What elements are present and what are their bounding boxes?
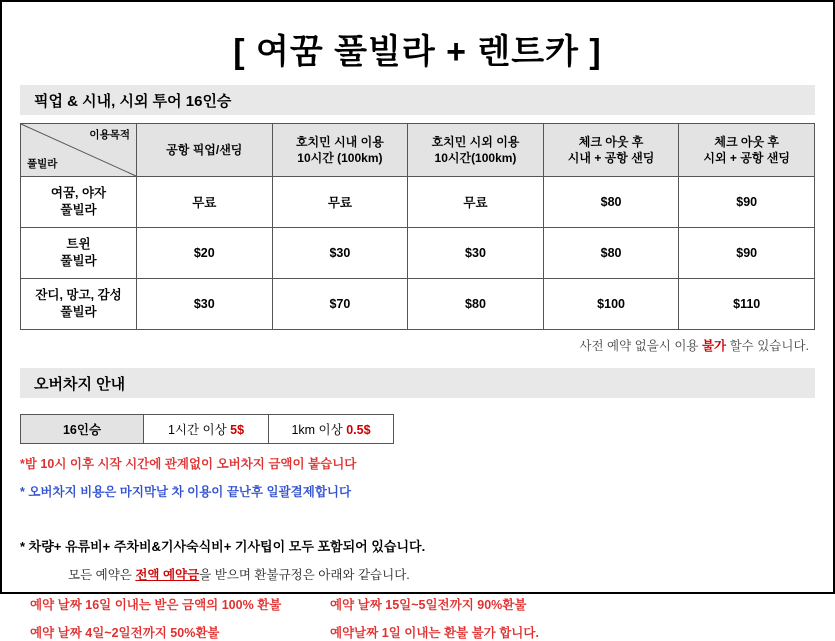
table-row <box>21 279 815 330</box>
cell-yeokkum-suburb: 무료 <box>408 177 544 228</box>
overcharge-km-price: 0.5$ <box>346 423 371 437</box>
section-header-overcharge <box>20 368 815 398</box>
col-header-checkout-city-line2: 시내 + 공항 샌딩 <box>567 151 655 165</box>
overcharge-vehicle-label: 16인승 <box>21 415 144 444</box>
overcharge-hour-price: 5$ <box>230 423 245 437</box>
row-label-twin-line1: 트윈 <box>66 236 91 251</box>
table-corner-cell <box>21 124 137 177</box>
reservation-note-post: 할수 있습니다. <box>726 339 809 353</box>
page-title: [ 여꿈 풀빌라 + 렌트카 ] <box>233 33 602 71</box>
price-table-head <box>21 124 815 177</box>
cell-jandi-checkout-suburb: $110 <box>679 279 815 330</box>
table-row <box>21 177 815 228</box>
reservation-note-pre: 사전 예약 없을시 이용 <box>579 339 702 353</box>
prepayment-note-pre: 모든 예약은 <box>68 568 136 582</box>
price-table-wrap <box>20 123 815 330</box>
cell-yeokkum-checkout-suburb: $90 <box>679 177 815 228</box>
refund-policy-item: 예약 날짜 4일~2일전까지 50%환불 <box>30 626 220 640</box>
prepayment-note-emphasis: 전액 예약금 <box>135 568 200 582</box>
row-label-jandi-line2: 풀빌라 <box>60 305 97 319</box>
row-label-twin-line2: 풀빌라 <box>60 254 97 268</box>
price-table <box>20 123 815 330</box>
overcharge-km-text: 1km 이상 <box>291 423 347 437</box>
overcharge-km-cell <box>269 415 394 444</box>
row-label-jandi <box>21 279 137 330</box>
refund-policy-item: 예약 날짜 15일~5일전까지 90%환불 <box>330 598 527 612</box>
refund-policy-grid <box>30 595 815 641</box>
refund-policy-item: 예약 날짜 16일 이내는 받은 금액의 100% 환불 <box>30 598 282 612</box>
cell-jandi-airport: $30 <box>137 279 273 330</box>
col-header-checkout-suburb-line1: 체크 아웃 후 <box>714 134 779 149</box>
overcharge-hour-text: 1시간 이상 <box>167 423 231 437</box>
corner-bottom-label: 풀빌라 <box>27 157 58 170</box>
inclusion-note: * 차량+ 유류비+ 주차비&기사숙식비+ 기사팁이 모두 포함되어 있습니다. <box>20 539 426 554</box>
cell-twin-suburb: $30 <box>408 228 544 279</box>
overcharge-table <box>20 414 394 444</box>
footer-section <box>2 536 833 641</box>
section-header-pickup <box>20 85 815 115</box>
overcharge-payment-note: * 오버차지 비용은 마지막날 차 이용이 끝난후 일괄결제합니다 <box>20 485 352 499</box>
overcharge-hour-cell <box>144 415 269 444</box>
col-header-airport <box>137 124 273 177</box>
cell-twin-checkout-city: $80 <box>543 228 679 279</box>
prepayment-note-post: 을 받으며 환불규정은 아래와 같습니다. <box>199 568 410 582</box>
row-label-jandi-line1: 잔디, 망고, 감성 <box>35 287 122 302</box>
table-row <box>21 415 394 444</box>
cell-jandi-city: $70 <box>272 279 408 330</box>
overcharge-table-body <box>21 415 394 444</box>
table-row <box>21 228 815 279</box>
col-header-suburb <box>408 124 544 177</box>
cell-yeokkum-city: 무료 <box>272 177 408 228</box>
cell-twin-airport: $20 <box>137 228 273 279</box>
section-header-pickup-label: 픽업 & 시내, 시외 투어 16인승 <box>34 92 232 110</box>
cell-yeokkum-checkout-city: $80 <box>543 177 679 228</box>
col-header-checkout-city-line1: 체크 아웃 후 <box>578 134 644 149</box>
cell-yeokkum-airport: 무료 <box>137 177 273 228</box>
row-label-yeokkum-line2: 풀빌라 <box>60 203 97 217</box>
row-label-twin <box>21 228 137 279</box>
section-header-overcharge-label: 오버차지 안내 <box>34 375 126 393</box>
col-header-city <box>272 124 408 177</box>
price-table-body <box>21 177 815 330</box>
col-header-suburb-line1: 호치민 시외 이용 <box>431 134 520 149</box>
col-header-checkout-city <box>543 124 679 177</box>
corner-top-label: 이용목적 <box>89 129 130 141</box>
row-label-yeokkum-line1: 여꿈, 야자 <box>50 185 107 200</box>
table-header-row <box>21 124 815 177</box>
cell-jandi-checkout-city: $100 <box>543 279 679 330</box>
row-label-yeokkum <box>21 177 137 228</box>
col-header-suburb-line2: 10시간(100km) <box>434 151 517 165</box>
cell-twin-checkout-suburb: $90 <box>679 228 815 279</box>
col-header-checkout-suburb <box>679 124 815 177</box>
col-header-checkout-suburb-line2: 시외 + 공항 샌딩 <box>703 151 790 165</box>
cell-jandi-suburb: $80 <box>408 279 544 330</box>
col-header-city-line2: 10시간 (100km) <box>297 151 383 165</box>
col-header-airport-line1: 공항 픽업/샌딩 <box>166 142 243 157</box>
reservation-note-highlight: 불가 <box>701 339 727 353</box>
refund-policy-item: 예약날짜 1일 이내는 환불 불가 합니다. <box>330 626 539 640</box>
col-header-city-line1: 호치민 시내 이용 <box>295 134 384 149</box>
overcharge-night-note: *밤 10시 이후 시작 시간에 관계없이 오버차지 금액이 붙습니다 <box>20 457 357 471</box>
reservation-note <box>2 336 809 354</box>
cell-twin-city: $30 <box>272 228 408 279</box>
overcharge-table-wrap <box>20 414 815 444</box>
prepayment-note <box>68 565 815 583</box>
